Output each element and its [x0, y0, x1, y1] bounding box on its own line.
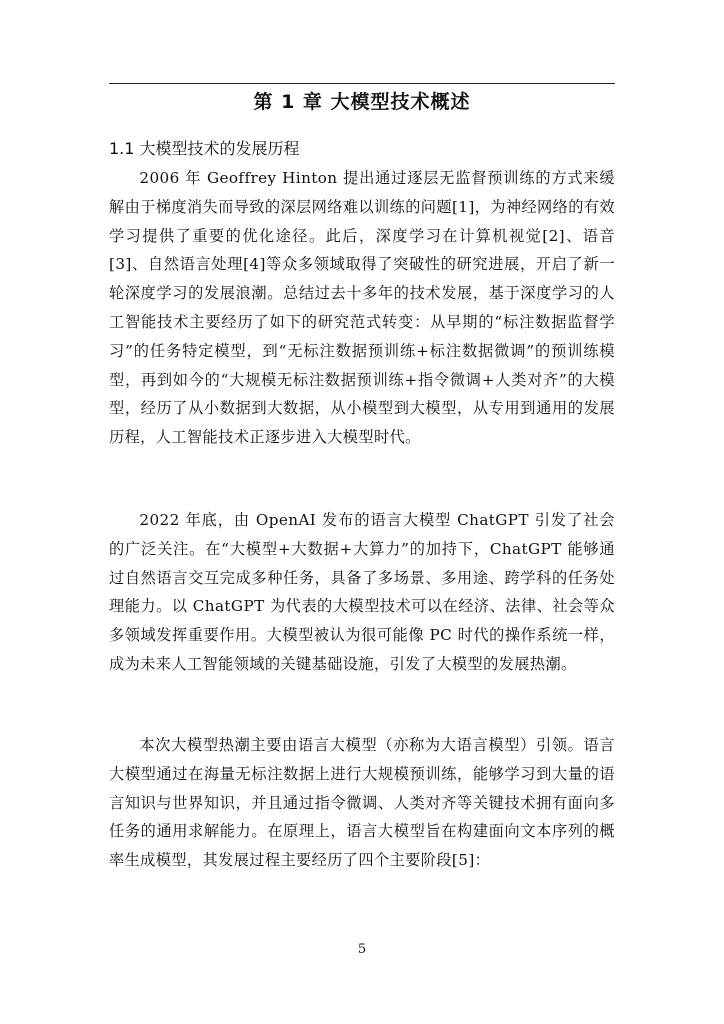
- paragraph-1: 2006 年 Geoffrey Hinton 提出通过逐层无监督预训练的方式来缓解由于梯度消失而导致的深层网络难以训练的问题[1]，为神经网络的有效学习提供了重要的优化途径。此后，深度学习在计算机视觉[2]、语音[3]、自然语言处理[4]等众多领域取得了突破性的研究进展，开启了新一轮深度学习的发展浪潮。总结过去十多年的技术发展，基于深度学习的人工智能技术主要经历了如下的研究范式转变：从早期的“标注数据监督学习”的任务特定模型，到“无标注数据预训练+标注数据微调”的预训练模型，再到如今的“大规模无标注数据预训练+指令微调+人类对齐”的大模型，经历了从小数据到大数据，从小模型到大模型，从专用到通用的发展历程，人工智能技术正逐步进入大模型时代。: [109, 169, 615, 447]
- chapter-title: 第 1 章 大模型技术概述: [253, 91, 471, 113]
- section-title: 1.1 大模型技术的发展历程: [109, 139, 300, 158]
- page-number: 5: [357, 942, 367, 957]
- paragraph-2: 2022 年底，由 OpenAI 发布的语言大模型 ChatGPT 引发了社会的广泛关注。在“大模型+大数据+大算力”的加持下，ChatGPT 能够通过自然语言交互完成多种任务，具备了多场景、多用途、跨学科的任务处理能力。以 ChatGPT 为代表的大模型技术可以在经济、法律、社会等众多领域发挥重要作用。大模型被认为很可能像 PC 时代的操作系统一样，成为未来人工智能领域的关键基础设施，引发了大模型的发展热潮。: [109, 511, 615, 673]
- paragraph-3: 本次大模型热潮主要由语言大模型（亦称为大语言模型）引领。语言大模型通过在海量无标注数据上进行大规模预训练，能够学习到大量的语言知识与世界知识，并且通过指令微调、人类对齐等关键技术拥有面向多任务的通用求解能力。在原理上，语言大模型旨在构建面向文本序列的概率生成模型，其发展过程主要经历了四个主要阶段[5]：: [109, 736, 615, 870]
- header-rule: [109, 83, 615, 84]
